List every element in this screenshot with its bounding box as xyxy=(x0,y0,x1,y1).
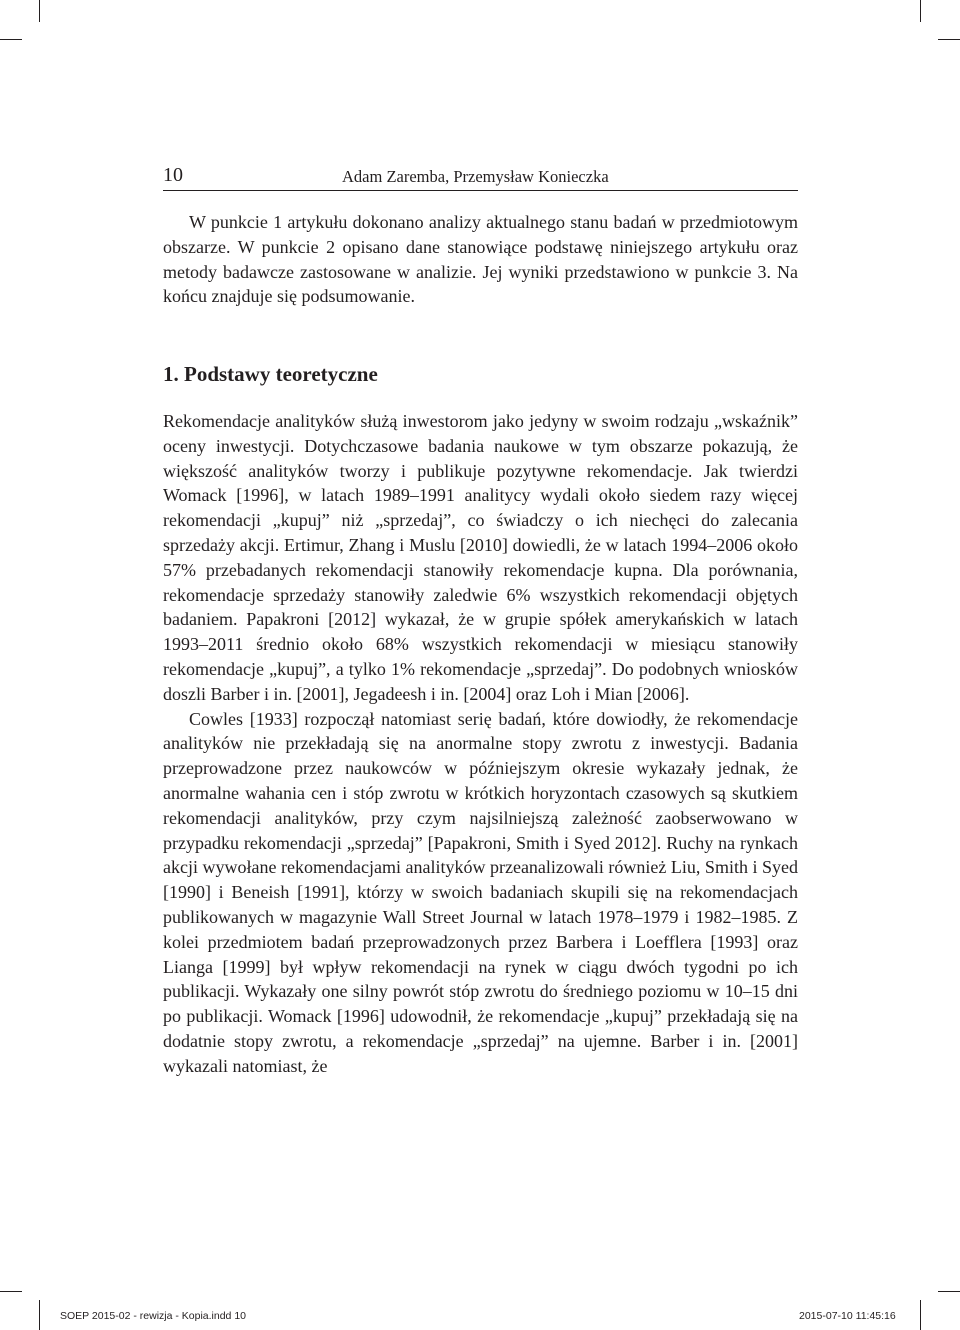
crop-mark-bottom-right-h xyxy=(938,1291,960,1292)
section-heading: 1. Podstawy teoretyczne xyxy=(163,362,378,386)
page-number: 10 xyxy=(163,164,183,186)
body-paragraph-1: Rekomendacje analityków służą inwestorom jako jedyny w swoim rodzaju „wskaźnik” oceny inwestycji. Dotychczasowe badania naukowe w tym obszarze pokazują, że większość analityków tworzy i publikuje pozytywne rekomendacje. Jak twierdzi Womack [1996], w latach 1989–1991 analitycy wydali około siedem razy więcej rekomendacji „kupuj” niż „sprzedaj”, co świadczy o ich niechęci do zalecania sprzedaży akcji. Ertimur, Zhang i Muslu [2010] dowiedli, że w latach 1994–2006 około 57% przebadanych rekomendacji stanowiły rekomendacje kupna. Dla porównania, rekomendacje sprzedaży stanowiły zaledwie 6% wszystkich rekomendacji objętych badaniem. Papakroni [2012] wykazał, że w grupie spółek amerykańskich w latach 1993–2011 średnio około 68% wszystkich rekomendacji w miesiącu stanowiły rekomendacje „kupuj”, a tylko 1% rekomendacje „sprzedaj”. Do podobnych wniosków doszli Barber i in. [2001], Jegadeesh i in. [2004] oraz Loh i Mian [2006]. xyxy=(163,411,798,704)
crop-mark-top-right-h xyxy=(938,39,960,40)
crop-mark-bottom-right xyxy=(920,1300,921,1330)
crop-mark-top-left xyxy=(39,0,40,22)
intro-section xyxy=(163,210,798,309)
print-slug-file: SOEP 2015-02 - rewizja - Kopia.indd 10 xyxy=(60,1310,246,1322)
intro-paragraph: W punkcie 1 artykułu dokonano analizy aktualnego stanu badań w przedmiotowym obszarze. W punkcie 2 opisano dane stanowiące podstawę niniejszego artykułu oraz metody badawcze zastosowane w analizie. Jej wyniki przedstawiono w punkcie 3. Na końcu znajduje się podsumowanie. xyxy=(163,212,798,307)
crop-mark-top-left-h xyxy=(0,39,22,40)
section-body xyxy=(163,409,798,1079)
print-slug-timestamp: 2015-07-10 11:45:16 xyxy=(799,1310,896,1322)
crop-mark-bottom-left-h xyxy=(0,1291,22,1292)
body-paragraph-2: Cowles [1933] rozpoczął natomiast serię badań, które dowiodły, że rekomendacje analityków nie przekładają się na anormalne stopy zwrotu z inwestycji. Badania przeprowadzone przez naukowców w późniejszym okresie wykazały jednak, że anormalne wahania cen i stóp zwrotu w krótkich horyzontach czasowych są skutkiem rekomendacji analityków, przy czym najsilniejszą zależność zaobserwowano w przypadku rekomendacji „sprzedaj” [Papakroni, Smith i Syed 2012]. Ruchy na rynkach akcji wywołane rekomendacjami analityków przeanalizowali również Liu, Smith i Syed [1990] i Beneish [1991], którzy w swoich badaniach skupili się na rekomendacjach publikowanych w magazynie Wall Street Journal w latach 1978–1979 i 1982–1985. Z kolei przedmiotem badań przeprowadzonych przez Barbera i Loefflera [1993] oraz Lianga [1999] był wpływ rekomendacji na rynek w ciągu dwóch tygodni po ich publikacji. Wykazały one silny powrót stóp zwrotu do średniego poziomu w 10–15 dni po publikacji. Womack [1996] udowodnił, że rekomendacje „kupuj” przekładają się na dodatnie stopy zwrotu, a rekomendacje „sprzedaj” na ujemne. Barber i in. [2001] wykazali natomiast, że xyxy=(163,708,798,1076)
crop-mark-top-right xyxy=(920,0,921,22)
running-head-authors: Adam Zaremba, Przemysław Konieczka xyxy=(342,167,609,186)
page-header xyxy=(163,162,798,191)
crop-mark-bottom-left xyxy=(39,1300,40,1330)
